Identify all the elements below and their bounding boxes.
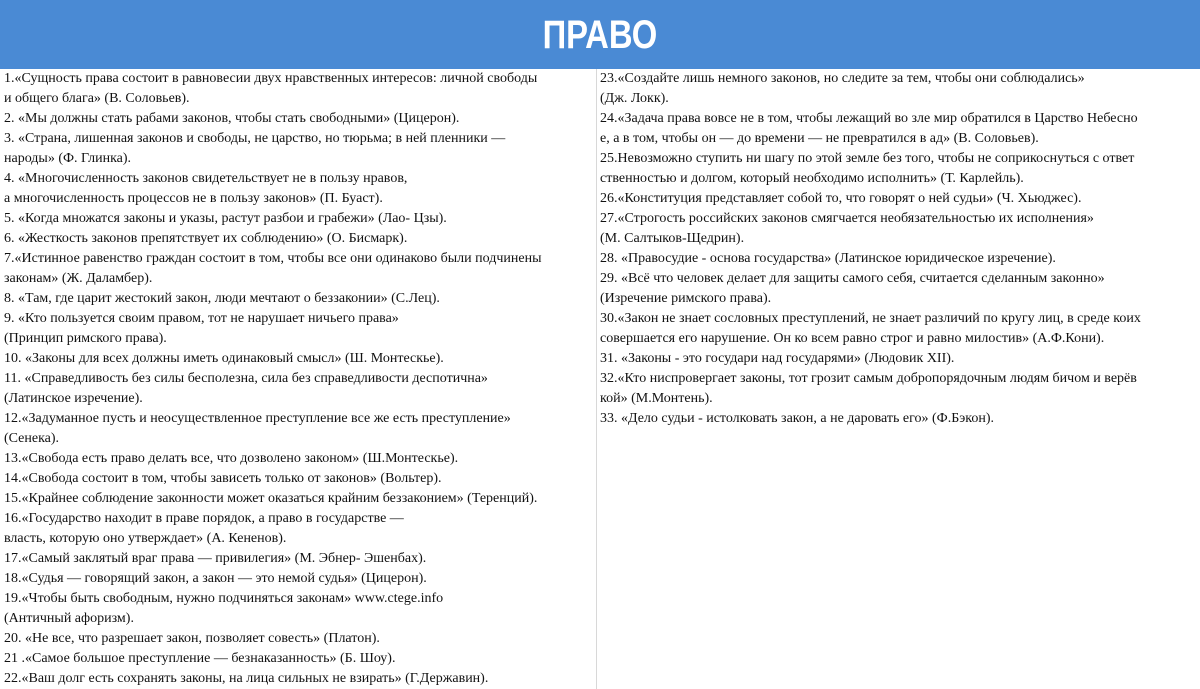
quote-line: (Латинское изречение).: [4, 391, 143, 406]
quote-line: (Дж. Локк).: [600, 91, 669, 106]
quote-line: 26.«Конституция представляет собой то, что говорят о ней судьи» (Ч. Хьюджес).: [600, 191, 1082, 206]
quote-line: (Принцип римского права).: [4, 331, 167, 346]
quote-line: 3. «Страна, лишенная законов и свободы, не царство, но тюрьма; в ней пленники —: [4, 131, 506, 146]
quote-line: 18.«Судья — говорящий закон, а закон — это немой судья» (Цицерон).: [4, 571, 427, 586]
quote-line: 28. «Правосудие - основа государства» (Латинское юридическое изречение).: [600, 251, 1056, 266]
title-banner: [0, 0, 1200, 69]
quote-line: и общего блага» (В. Соловьев).: [4, 91, 190, 106]
quote-line: 13.«Свобода есть право делать все, что дозволено законом» (Ш.Монтескье).: [4, 451, 459, 466]
column-divider: [596, 69, 597, 689]
left-quotes-column: [4, 69, 596, 689]
quote-line: 31. «Законы - это государи над государями» (Людовик XII).: [600, 351, 955, 366]
quote-line: 30.«Закон не знает сословных преступлений, не знает различий по кругу лиц, в среде коих: [600, 311, 1141, 326]
quote-line: 12.«Задуманное пусть и неосуществленное преступление все же есть преступление»: [4, 411, 511, 426]
quote-line: 21 .«Самое большое преступление — безнаказанность» (Б. Шоу).: [4, 651, 396, 666]
quote-line: (Сенека).: [4, 431, 60, 446]
quote-line: 5. «Когда множатся законы и указы, растут разбои и грабежи» (Лао- Цзы).: [4, 211, 447, 226]
quote-line: 7.«Истинное равенство граждан состоит в том, чтобы все они одинаково были подчинены: [4, 251, 542, 266]
quote-line: 9. «Кто пользуется своим правом, тот не нарушает ничьего права»: [4, 311, 399, 326]
quote-line: 22.«Ваш долг есть сохранять законы, на лица сильных не взирать» (Г.Державин).: [4, 671, 489, 686]
quote-line: 20. «Не все, что разрешает закон, позволяет совесть» (Платон).: [4, 631, 380, 646]
quote-line: 29. «Всё что человек делает для защиты самого себя, считается сделанным законно»: [600, 271, 1105, 286]
quote-line: власть, которую оно утверждает» (А. Кененов).: [4, 531, 287, 546]
right-quotes-column: [600, 69, 1198, 429]
quote-line: а многочисленность процессов не в пользу законов» (П. Буаст).: [4, 191, 383, 206]
quote-line: 17.«Самый заклятый враг права — привилегия» (М. Эбнер- Эшенбах).: [4, 551, 427, 566]
quote-line: 32.«Кто ниспровергает законы, тот грозит самым добропорядочным людям бичом и верёв: [600, 371, 1137, 386]
quote-line: (Античный афоризм).: [4, 611, 134, 626]
quote-line: 23.«Создайте лишь немного законов, но следите за тем, чтобы они соблюдались»: [600, 71, 1085, 86]
quote-line: 25.Невозможно ступить ни шагу по этой земле без того, чтобы не соприкоснуться с ответ: [600, 151, 1135, 166]
quote-line: 16.«Государство находит в праве порядок, а право в государстве —: [4, 511, 404, 526]
quote-line: 4. «Многочисленность законов свидетельствует не в пользу нравов,: [4, 171, 408, 186]
quote-line: совершается его нарушение. Он ко всем равно строг и равно милостив» (А.Ф.Кони).: [600, 331, 1105, 346]
quote-line: 10. «Законы для всех должны иметь одинаковый смысл» (Ш. Монтескье).: [4, 351, 444, 366]
quote-line: кой» (М.Монтень).: [600, 391, 713, 406]
quote-line: народы» (Ф. Глинка).: [4, 151, 132, 166]
quote-line: 2. «Мы должны стать рабами законов, чтобы стать свободными» (Цицерон).: [4, 111, 460, 126]
page-title: ПРАВО: [542, 12, 658, 57]
quote-line: 1.«Сущность права состоит в равновесии двух нравственных интересов: личной свободы: [4, 71, 538, 86]
quote-line: 24.«Задача права вовсе не в том, чтобы лежащий во зле мир обратился в Царство Небесно: [600, 111, 1138, 126]
quote-line: 14.«Свобода состоит в том, чтобы зависеть только от законов» (Вольтер).: [4, 471, 442, 486]
quote-line: ственностью и долгом, который необходимо исполнить» (Т. Карлейль).: [600, 171, 1024, 186]
quote-line: (М. Салтыков-Щедрин).: [600, 231, 745, 246]
quote-line: 33. «Дело судьи - истолковать закон, а не даровать его» (Ф.Бэкон).: [600, 411, 995, 426]
quote-line: (Изречение римского права).: [600, 291, 772, 306]
quote-line: 15.«Крайнее соблюдение законности может оказаться крайним беззаконием» (Теренций).: [4, 491, 538, 506]
quote-line: 6. «Жесткость законов препятствует их соблюдению» (О. Бисмарк).: [4, 231, 408, 246]
quote-line: 8. «Там, где царит жестокий закон, люди мечтают о беззаконии» (С.Лец).: [4, 291, 440, 306]
quote-line: 11. «Справедливость без силы бесполезна, сила без справедливости деспотична»: [4, 371, 488, 386]
quote-line: 27.«Строгость российских законов смягчается необязательностью их исполнения»: [600, 211, 1094, 226]
quote-line: 19.«Чтобы быть свободным, нужно подчиняться законам» www.ctege.info: [4, 591, 444, 606]
quote-line: е, а в том, чтобы он — до времени — не превратился в ад» (В. Соловьев).: [600, 131, 1039, 146]
quote-line: законам» (Ж. Даламбер).: [4, 271, 153, 286]
